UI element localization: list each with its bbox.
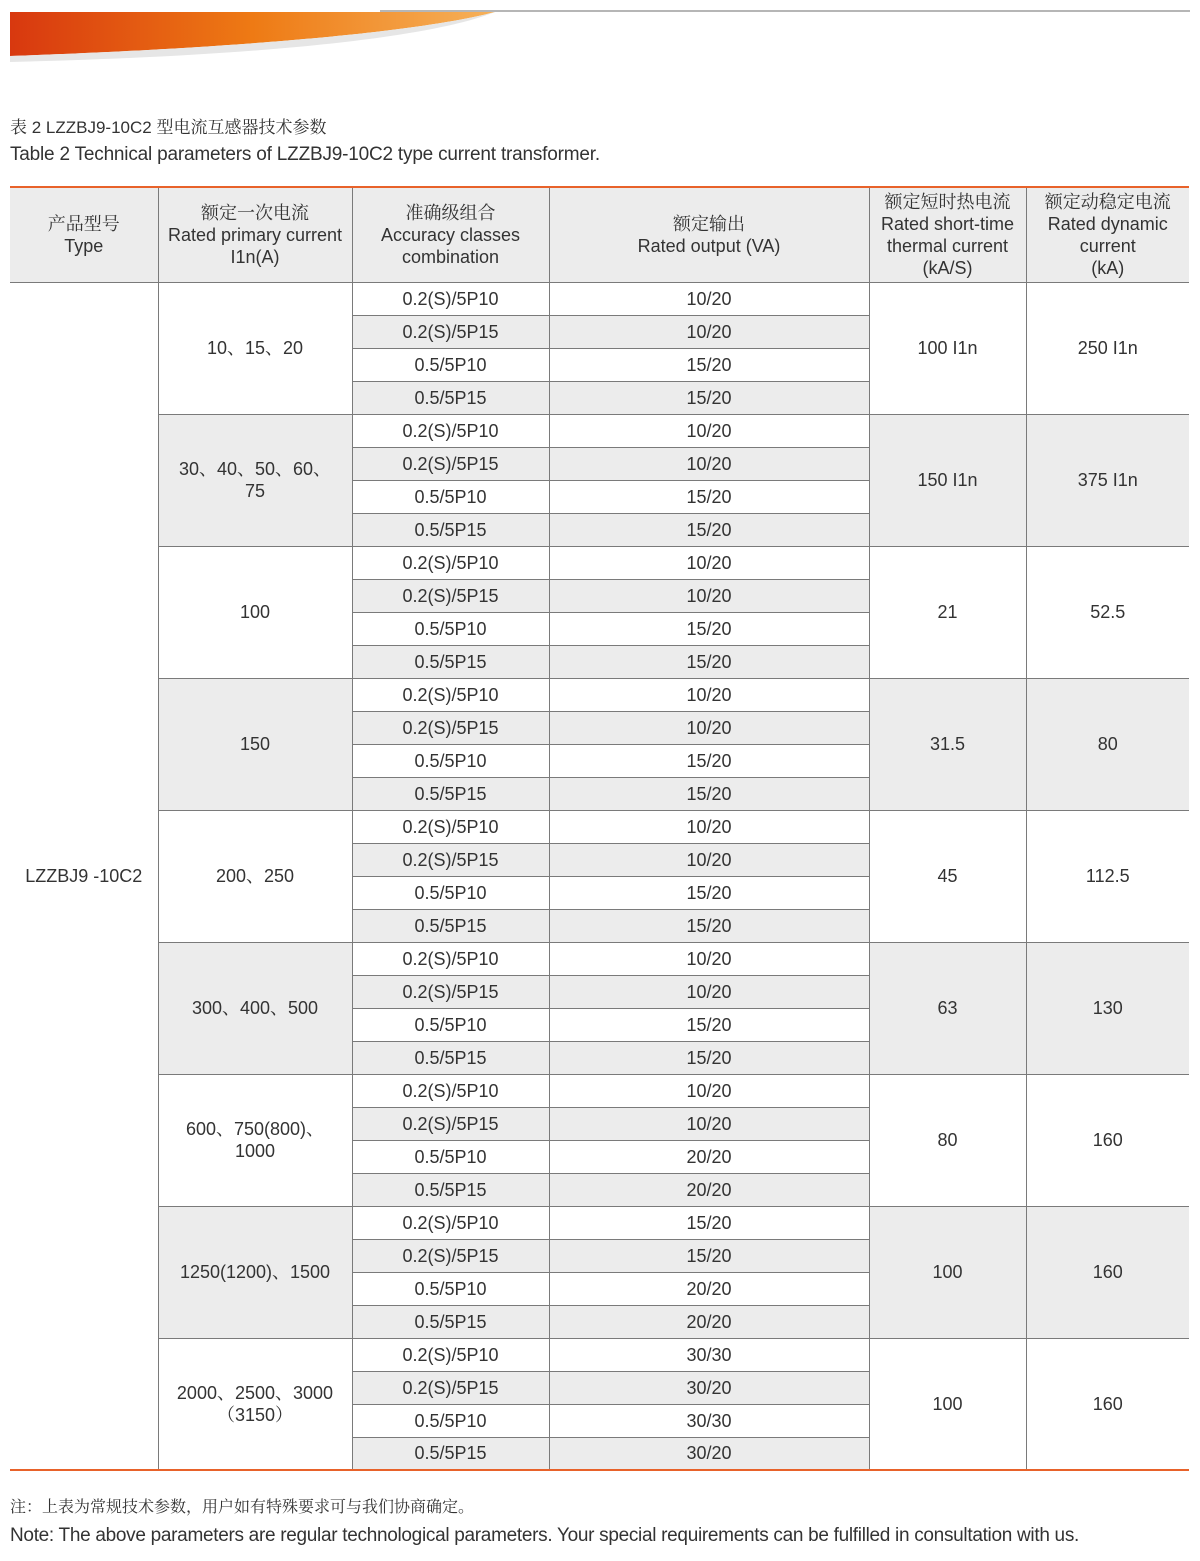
thermal-current-cell: 100 <box>869 1338 1026 1470</box>
accuracy-cell: 0.2(S)/5P15 <box>352 975 549 1008</box>
output-cell: 30/30 <box>549 1338 869 1371</box>
table-row <box>10 942 1189 975</box>
accuracy-cell: 0.2(S)/5P10 <box>352 942 549 975</box>
primary-current-value: 200、250 <box>215 866 295 886</box>
accuracy-cell: 0.5/5P10 <box>352 1404 549 1437</box>
output-cell: 20/20 <box>549 1272 869 1305</box>
primary-current-value: 150 <box>239 734 271 754</box>
header-accuracy <box>352 187 549 282</box>
output-cell: 10/20 <box>549 282 869 315</box>
output-cell: 15/20 <box>549 1239 869 1272</box>
accuracy-cell: 0.2(S)/5P15 <box>352 1371 549 1404</box>
output-cell: 20/20 <box>549 1173 869 1206</box>
output-cell: 10/20 <box>549 447 869 480</box>
accuracy-cell: 0.5/5P15 <box>352 1437 549 1470</box>
primary-current-value: 2000、2500、3000（3150） <box>176 1382 334 1425</box>
header-accuracy-en: Accuracy classes <box>380 224 521 245</box>
table-row <box>10 810 1189 843</box>
dynamic-current-cell: 160 <box>1026 1338 1189 1470</box>
output-cell: 10/20 <box>549 579 869 612</box>
dynamic-current-cell: 130 <box>1026 942 1189 1074</box>
accuracy-cell: 0.2(S)/5P10 <box>352 1338 549 1371</box>
table-row <box>10 414 1189 447</box>
accuracy-cell: 0.2(S)/5P10 <box>352 1206 549 1239</box>
header-output-en: Rated output (VA) <box>637 235 781 256</box>
accuracy-cell: 0.2(S)/5P15 <box>352 447 549 480</box>
output-cell: 30/20 <box>549 1437 869 1470</box>
accuracy-cell: 0.5/5P15 <box>352 1305 549 1338</box>
table-header-row <box>10 187 1189 282</box>
primary-current-cell <box>158 810 352 942</box>
accuracy-cell: 0.5/5P10 <box>352 1008 549 1041</box>
output-cell: 15/20 <box>549 744 869 777</box>
header-thermal-cn: 额定短时热电流 <box>884 191 1011 212</box>
output-cell: 10/20 <box>549 315 869 348</box>
output-cell: 30/30 <box>549 1404 869 1437</box>
output-cell: 15/20 <box>549 1206 869 1239</box>
output-cell: 10/20 <box>549 942 869 975</box>
thermal-current-cell: 150 I1n <box>869 414 1026 546</box>
accuracy-cell: 0.2(S)/5P10 <box>352 810 549 843</box>
note-en: Note: The above parameters are regular technological parameters. Your special requirements can be fulfilled in consultation with us. <box>10 1525 1080 1546</box>
accuracy-cell: 0.5/5P15 <box>352 381 549 414</box>
output-cell: 10/20 <box>549 843 869 876</box>
output-cell: 20/20 <box>549 1140 869 1173</box>
thermal-current-cell: 100 <box>869 1206 1026 1338</box>
primary-current-cell <box>158 678 352 810</box>
header-output <box>549 187 869 282</box>
header-current-cn: 额定一次电流 <box>201 202 309 223</box>
primary-current-cell <box>158 942 352 1074</box>
primary-current-cell <box>158 546 352 678</box>
primary-current-value: 10、15、20 <box>206 338 304 358</box>
header-thermal-en: Rated short-time <box>880 213 1015 234</box>
accuracy-cell: 0.2(S)/5P10 <box>352 414 549 447</box>
primary-current-value: 30、40、50、60、75 <box>178 459 332 501</box>
table-title-cn: 表 2 LZZBJ9-10C2 型电流互感器技术参数 <box>10 118 327 137</box>
thermal-current-cell: 80 <box>869 1074 1026 1206</box>
output-cell: 15/20 <box>549 1041 869 1074</box>
dynamic-current-cell: 375 I1n <box>1026 414 1189 546</box>
accuracy-cell: 0.2(S)/5P10 <box>352 282 549 315</box>
accuracy-cell: 0.5/5P10 <box>352 1140 549 1173</box>
header-dynamic <box>1026 187 1189 282</box>
output-cell: 10/20 <box>549 810 869 843</box>
accuracy-cell: 0.2(S)/5P10 <box>352 1074 549 1107</box>
output-cell: 10/20 <box>549 975 869 1008</box>
primary-current-cell <box>158 414 352 546</box>
output-cell: 15/20 <box>549 381 869 414</box>
output-cell: 15/20 <box>549 348 869 381</box>
output-cell: 15/20 <box>549 1008 869 1041</box>
accuracy-cell: 0.2(S)/5P10 <box>352 546 549 579</box>
output-cell: 15/20 <box>549 909 869 942</box>
header-dynamic-en: Rated dynamic <box>1047 213 1168 234</box>
output-cell: 15/20 <box>549 777 869 810</box>
dynamic-current-cell: 80 <box>1026 678 1189 810</box>
header-accuracy-cn: 准确级组合 <box>405 202 496 223</box>
dynamic-current-cell: 112.5 <box>1026 810 1189 942</box>
primary-current-value: 600、750(800)、1000 <box>185 1119 325 1161</box>
primary-current-value: 1250(1200)、1500 <box>179 1262 331 1282</box>
header-type-en: Type <box>64 235 104 256</box>
thermal-current-cell: 63 <box>869 942 1026 1074</box>
thermal-current-cell: 21 <box>869 546 1026 678</box>
output-cell: 30/20 <box>549 1371 869 1404</box>
thermal-current-cell: 100 I1n <box>869 282 1026 414</box>
table-title-en: Table 2 Technical parameters of LZZBJ9-10C2 type current transformer. <box>10 144 600 165</box>
table-row <box>10 1074 1189 1107</box>
output-cell: 10/20 <box>549 1074 869 1107</box>
dynamic-current-cell: 250 I1n <box>1026 282 1189 414</box>
header-current-en: Rated primary current <box>167 224 343 245</box>
accuracy-cell: 0.2(S)/5P15 <box>352 711 549 744</box>
primary-current-cell <box>158 1338 352 1470</box>
table-row <box>10 1338 1189 1371</box>
accuracy-cell: 0.5/5P15 <box>352 645 549 678</box>
output-cell: 15/20 <box>549 480 869 513</box>
accuracy-cell: 0.5/5P10 <box>352 612 549 645</box>
header-current-unit: I1n(A) <box>230 246 280 267</box>
header-accuracy-en2: combination <box>401 246 500 267</box>
output-cell: 15/20 <box>549 612 869 645</box>
header-thermal-en2: thermal current <box>886 235 1009 256</box>
accuracy-cell: 0.2(S)/5P10 <box>352 678 549 711</box>
header-type-cn: 产品型号 <box>47 213 120 234</box>
accuracy-cell: 0.5/5P10 <box>352 876 549 909</box>
output-cell: 15/20 <box>549 513 869 546</box>
accuracy-cell: 0.5/5P15 <box>352 513 549 546</box>
header-type <box>10 187 158 282</box>
accuracy-cell: 0.5/5P10 <box>352 348 549 381</box>
table-row <box>10 282 1189 315</box>
header-primary-current <box>158 187 352 282</box>
accuracy-cell: 0.5/5P10 <box>352 744 549 777</box>
accuracy-cell: 0.5/5P15 <box>352 909 549 942</box>
accuracy-cell: 0.5/5P10 <box>352 480 549 513</box>
output-cell: 10/20 <box>549 678 869 711</box>
accuracy-cell: 0.2(S)/5P15 <box>352 1239 549 1272</box>
header-banner <box>0 0 1200 70</box>
accuracy-cell: 0.2(S)/5P15 <box>352 843 549 876</box>
dynamic-current-cell: 160 <box>1026 1206 1189 1338</box>
output-cell: 15/20 <box>549 876 869 909</box>
header-dynamic-unit: (kA) <box>1091 257 1125 278</box>
accuracy-cell: 0.5/5P10 <box>352 1272 549 1305</box>
accuracy-cell: 0.2(S)/5P15 <box>352 315 549 348</box>
header-dynamic-cn: 额定动稳定电流 <box>1044 191 1171 212</box>
type-cell: LZZBJ9 -10C2 <box>10 282 158 1470</box>
accuracy-cell: 0.2(S)/5P15 <box>352 1107 549 1140</box>
primary-current-cell <box>158 282 352 414</box>
thermal-current-cell: 45 <box>869 810 1026 942</box>
primary-current-cell <box>158 1206 352 1338</box>
accuracy-cell: 0.5/5P15 <box>352 1041 549 1074</box>
header-dynamic-en2: current <box>1079 235 1136 256</box>
note-cn: 注：上表为常规技术参数，用户如有特殊要求可与我们协商确定。 <box>10 1499 475 1516</box>
header-output-cn: 额定输出 <box>673 213 745 234</box>
header-thermal-unit: (kA/S) <box>922 257 973 278</box>
accuracy-cell: 0.5/5P15 <box>352 777 549 810</box>
table-row <box>10 546 1189 579</box>
primary-current-value: 100 <box>239 602 271 622</box>
output-cell: 10/20 <box>549 414 869 447</box>
table-body <box>10 282 1189 1470</box>
table-row <box>10 1206 1189 1239</box>
accuracy-cell: 0.2(S)/5P15 <box>352 579 549 612</box>
output-cell: 10/20 <box>549 711 869 744</box>
output-cell: 10/20 <box>549 1107 869 1140</box>
dynamic-current-cell: 160 <box>1026 1074 1189 1206</box>
output-cell: 20/20 <box>549 1305 869 1338</box>
thermal-current-cell: 31.5 <box>869 678 1026 810</box>
header-thermal <box>869 187 1026 282</box>
accuracy-cell: 0.5/5P15 <box>352 1173 549 1206</box>
table-row <box>10 678 1189 711</box>
output-cell: 10/20 <box>549 546 869 579</box>
dynamic-current-cell: 52.5 <box>1026 546 1189 678</box>
output-cell: 15/20 <box>549 645 869 678</box>
primary-current-value: 300、400、500 <box>191 998 319 1018</box>
spec-table <box>10 186 1189 1471</box>
primary-current-cell <box>158 1074 352 1206</box>
